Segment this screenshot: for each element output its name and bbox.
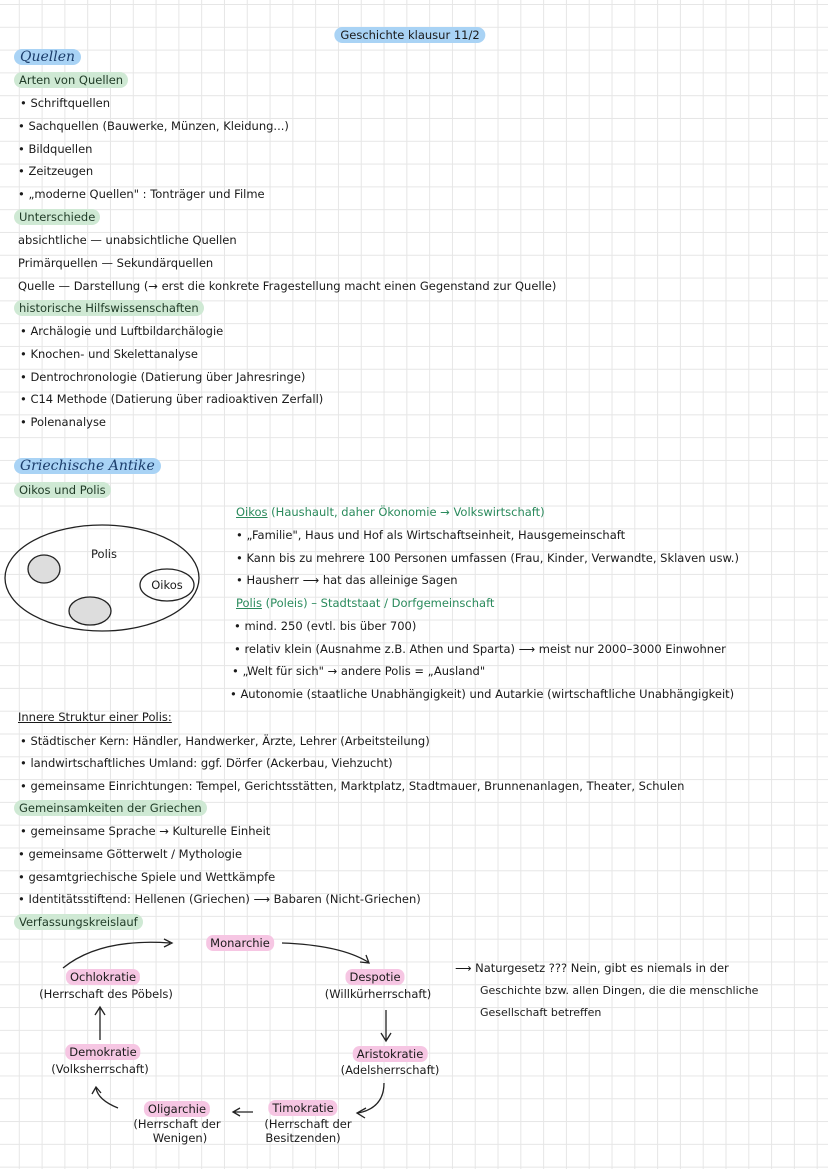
list-item: absichtliche — unabsichtliche Quellen bbox=[18, 233, 237, 247]
section-heading-quellen: Quellen bbox=[14, 49, 81, 65]
oikos-title: Oikos bbox=[236, 505, 268, 519]
diagram-label-polis: Polis bbox=[91, 547, 117, 561]
cycle-ochlokratie: Ochlokratie bbox=[66, 969, 140, 985]
list-item: • Knochen- und Skelettanalyse bbox=[20, 347, 198, 361]
subheading-verfassungskreislauf: Verfassungskreislauf bbox=[14, 914, 143, 930]
household-ellipse bbox=[28, 555, 60, 583]
polis-definition: Polis (Poleis) – Stadtstaat / Dorfgemeinschaft bbox=[236, 596, 495, 610]
arrow-timokratie-oligarchie bbox=[233, 1108, 253, 1116]
note-line: Geschichte bzw. allen Dingen, die die menschliche bbox=[480, 984, 759, 997]
arrow-monarchie-despotie bbox=[282, 943, 369, 963]
cycle-aristokratie: Aristokratie bbox=[353, 1046, 428, 1062]
cycle-aristokratie-desc: (Adelsherrschaft) bbox=[340, 1063, 440, 1077]
cycle-oligarchie-desc: Wenigen) bbox=[152, 1131, 208, 1145]
list-item: • gemeinsame Sprache → Kulturelle Einheit bbox=[20, 824, 271, 838]
list-item: • gemeinsame Götterwelt / Mythologie bbox=[18, 847, 243, 861]
subheading-hilfswissenschaften: historische Hilfswissenschaften bbox=[14, 300, 204, 316]
list-item: • Bildquellen bbox=[18, 142, 93, 156]
polis-title: Polis bbox=[236, 596, 262, 610]
list-item: • Städtischer Kern: Händler, Handwerker, Ärzte, Lehrer (Arbeitsteilung) bbox=[20, 734, 430, 748]
list-item: • Hausherr ⟶ hat das alleinige Sagen bbox=[236, 573, 458, 587]
cycle-demokratie-desc: (Volksherrschaft) bbox=[51, 1062, 149, 1076]
list-item: • Autonomie (staatliche Unabhängigkeit) und Autarkie (wirtschaftliche Unabhängigkeit) bbox=[230, 687, 735, 701]
subheading-struktur: Innere Struktur einer Polis: bbox=[18, 710, 172, 724]
list-item: • Polenanalyse bbox=[20, 415, 107, 429]
page-title: Geschichte klausur 11/2 bbox=[334, 27, 485, 43]
list-item: • Archälogie und Luftbildarchälogie bbox=[20, 324, 224, 338]
arrow-aristokratie-timokratie bbox=[357, 1083, 384, 1118]
note-line: Gesellschaft betreffen bbox=[480, 1006, 602, 1019]
section-heading-antike: Griechische Antike bbox=[14, 458, 161, 474]
subheading-gemeinsamkeiten: Gemeinsamkeiten der Griechen bbox=[14, 800, 207, 816]
list-item: • Dentrochronologie (Datierung über Jahresringe) bbox=[20, 370, 306, 384]
cycle-timokratie-desc: (Herrschaft der bbox=[264, 1117, 352, 1131]
list-item: • Sachquellen (Bauwerke, Münzen, Kleidung...) bbox=[18, 119, 289, 133]
arrow-ochlo-monarchie bbox=[63, 939, 172, 968]
list-item: • „Familie", Haus und Hof als Wirtschaftseinheit, Hausgemeinschaft bbox=[236, 528, 626, 542]
cycle-despotie-desc: (Willkürherrschaft) bbox=[324, 987, 432, 1001]
cycle-timokratie: Timokratie bbox=[268, 1100, 337, 1116]
cycle-despotie: Despotie bbox=[345, 969, 404, 985]
household-ellipse bbox=[69, 597, 111, 625]
note-line: ⟶ Naturgesetz ??? Nein, gibt es niemals in der bbox=[455, 961, 729, 975]
cycle-monarchie: Monarchie bbox=[206, 935, 274, 951]
list-item: Quelle — Darstellung (→ erst die konkrete Fragestellung macht einen Gegenstand zur Quelle) bbox=[18, 279, 557, 293]
list-item: • Identitätsstiftend: Hellenen (Griechen) ⟶ Babaren (Nicht-Griechen) bbox=[18, 892, 421, 906]
list-item: • C14 Methode (Datierung über radioaktiven Zerfall) bbox=[20, 392, 324, 406]
list-item: • Kann bis zu mehrere 100 Personen umfassen (Frau, Kinder, Verwandte, Sklaven usw.) bbox=[236, 551, 739, 565]
list-item: • landwirtschaftliches Umland: ggf. Dörfer (Ackerbau, Viehzucht) bbox=[20, 756, 393, 770]
cycle-oligarchie-desc: (Herrschaft der bbox=[133, 1117, 221, 1131]
list-item: • mind. 250 (evtl. bis über 700) bbox=[234, 619, 417, 633]
cycle-timokratie-desc: Besitzenden) bbox=[265, 1131, 341, 1145]
arrow-demokratie-ochlo bbox=[95, 1007, 105, 1040]
list-item: Primärquellen — Sekundärquellen bbox=[18, 256, 214, 270]
list-item: • relativ klein (Ausnahme z.B. Athen und Sparta) ⟶ meist nur 2000–3000 Einwohner bbox=[234, 642, 726, 656]
cycle-oligarchie: Oligarchie bbox=[144, 1101, 210, 1117]
subheading-unterschiede: Unterschiede bbox=[14, 209, 100, 225]
subheading-oikos-polis: Oikos und Polis bbox=[14, 482, 111, 498]
diagram-label-oikos: Oikos bbox=[151, 578, 183, 592]
cycle-demokratie: Demokratie bbox=[65, 1044, 140, 1060]
list-item: • „moderne Quellen" : Tonträger und Filme bbox=[18, 187, 265, 201]
arrow-despotie-aristokratie bbox=[381, 1010, 391, 1041]
cycle-ochlokratie-desc: (Herrschaft des Pöbels) bbox=[39, 987, 173, 1001]
list-item: • „Welt für sich" → andere Polis = „Ausland" bbox=[232, 664, 486, 678]
oikos-definition: Oikos (Haushault, daher Ökonomie → Volkswirtschaft) bbox=[236, 505, 545, 519]
list-item: • Zeitzeugen bbox=[18, 164, 94, 178]
list-item: • gemeinsame Einrichtungen: Tempel, Gerichtsstätten, Marktplatz, Stadtmauer, Brunnenanlagen, Theater, Schulen bbox=[20, 779, 685, 793]
subheading-arten: Arten von Quellen bbox=[14, 72, 128, 88]
list-item: • gesamtgriechische Spiele und Wettkämpfe bbox=[18, 870, 276, 884]
list-item: • Schriftquellen bbox=[20, 96, 111, 110]
arrow-oligarchie-demokratie bbox=[92, 1087, 118, 1108]
